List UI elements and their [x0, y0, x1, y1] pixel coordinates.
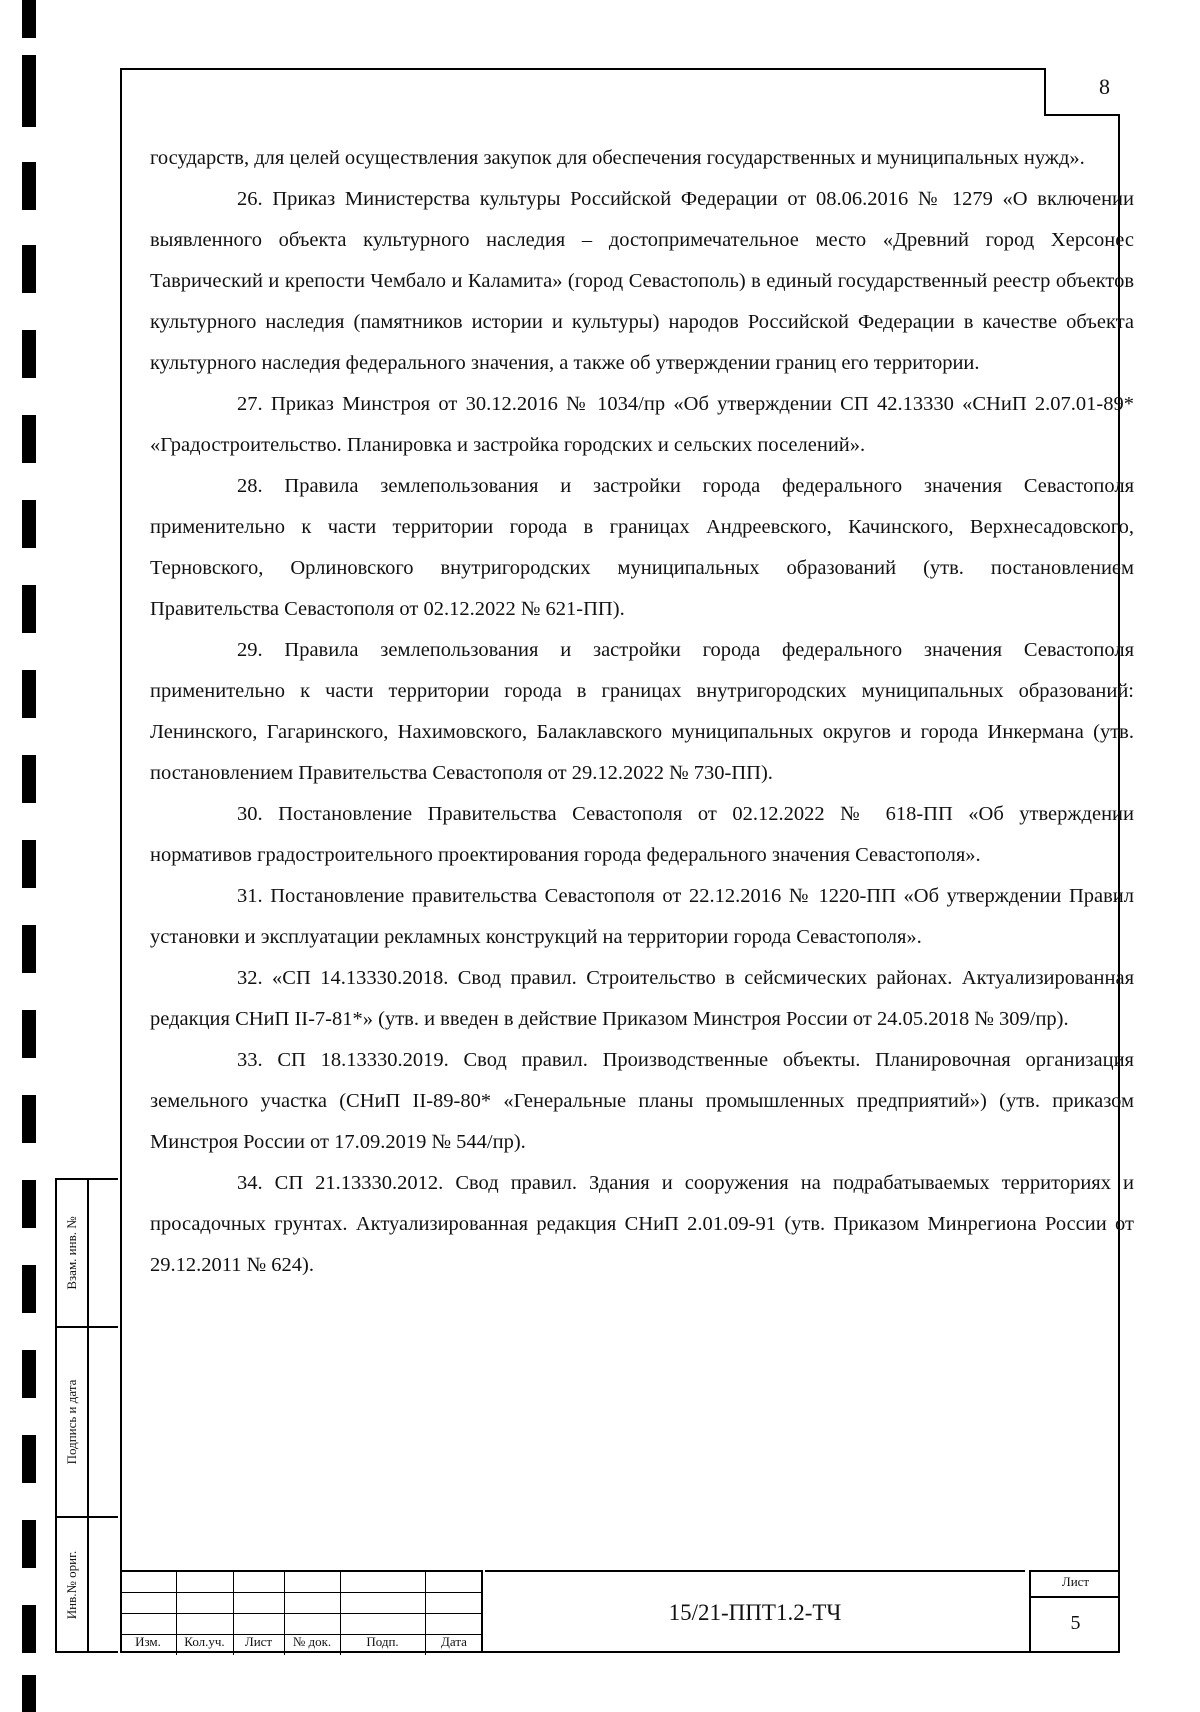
binder-mark [22, 1095, 36, 1143]
binder-mark [22, 0, 36, 38]
paragraph: государств, для целей осуществления закупок для обеспечения государственных и муниципальных нужд». [150, 147, 1085, 169]
binder-mark [22, 415, 36, 463]
stamp-header: Лист [244, 1634, 273, 1649]
stamp-header: Подп. [366, 1634, 399, 1649]
paragraph: 33. СП 18.13330.2019. Свод правил. Производственные объекты. Планировочная организация земельного участка (СНиП II-89-80* «Генеральные планы промышленных предприятий») (утв. приказом Минстроя России от 17.09.2019 № 544/пр). [150, 1049, 1134, 1153]
paragraph: 30. Постановление Правительства Севастополя от 02.12.2022 № 618-ПП «Об утверждении нормативов градостроительного проектирования города федерального значения Севастополя». [150, 803, 1134, 866]
page-frame [120, 68, 1134, 1653]
sheet-label: Лист [1061, 1574, 1090, 1589]
binder-mark [22, 55, 36, 127]
stamp-header: Кол.уч. [184, 1634, 225, 1649]
sheet-box [1029, 1570, 1120, 1653]
stamp-header: Дата [441, 1634, 467, 1649]
page-number-box [1044, 68, 1120, 116]
binder-mark [22, 330, 36, 378]
paragraph: 29. Правила землепользования и застройки города федерального значения Севастополя применительно к части территории города в границах внутригородских муниципальных образований: Ленинского, Гагаринского, Нахимовского, Балаклавского муниципальных округов и города Инкермана (утв. постановлением Правительства Севастополя от 29.12.2022 № 730-ПП). [150, 639, 1134, 784]
paragraph: 26. Приказ Министерства культуры Российской Федерации от 08.06.2016 № 1279 «О включении выявленного объекта культурного наследия – достопримечательное место «Древний город Херсонес Таврический и крепости Чембало и Каламита» (город Севастополь) в единый государственный реестр объектов культурного наследия (памятников истории и культуры) народов Российской Федерации в качестве объекта культурного наследия федерального значения, а также об утверждении границ его территории. [150, 188, 1134, 374]
paragraph: 28. Правила землепользования и застройки города федерального значения Севастополя применительно к части территории города в границах Андреевского, Качинского, Верхнесадовского, Терновского, Орлиновского внутригородских муниципальных образований (утв. постановлением Правительства Севастополя от 02.12.2022 № 621-ПП). [150, 475, 1134, 620]
binder-mark [22, 1180, 36, 1228]
binder-mark [22, 1605, 36, 1653]
binder-mark [22, 1265, 36, 1313]
side-cell-inv [55, 1518, 118, 1653]
binder-mark [22, 585, 36, 633]
binder-mark [22, 840, 36, 888]
binder-mark [22, 755, 36, 803]
side-cell-vzam [55, 1178, 118, 1328]
page-number: 8 [1099, 74, 1110, 99]
paragraph: 32. «СП 14.13330.2018. Свод правил. Строительство в сейсмических районах. Актуализированная редакция СНиП II-7-81*» (утв. и введен в действие Приказом Минстроя России от 24.05.2018 № 309/пр). [150, 967, 1134, 1030]
binder-mark [22, 162, 36, 210]
paragraph: 27. Приказ Минстроя от 30.12.2016 № 1034/пр «Об утверждении СП 42.13330 «СНиП 2.07.01-89* «Градостроительство. Планировка и застройка городских и сельских поселений». [150, 393, 1134, 456]
binder-mark [22, 1010, 36, 1058]
stamp-header: № док. [292, 1634, 332, 1649]
paragraph: 31. Постановление правительства Севастополя от 22.12.2016 № 1220-ПП «Об утверждении Правил установки и эксплуатации рекламных конструкций на территории города Севастополя». [150, 885, 1134, 948]
document-body [150, 138, 1134, 1286]
binder-mark [22, 670, 36, 718]
side-label-vzam: Взам. инв. № [64, 1216, 79, 1290]
title-block [120, 1570, 1120, 1653]
stamp-header: Изм. [135, 1634, 161, 1649]
binder-mark [22, 245, 36, 293]
side-label-inv: Инв.№ ориг. [64, 1550, 79, 1619]
binder-mark [22, 1435, 36, 1483]
document-code: 15/21-ППТ1.2-ТЧ [485, 1570, 1025, 1653]
binder-mark [22, 1520, 36, 1568]
binder-mark [22, 1675, 36, 1712]
side-cell-podpis [55, 1328, 118, 1518]
revision-grid [120, 1570, 483, 1653]
sheet-number: 5 [1070, 1612, 1081, 1634]
paragraph: 34. СП 21.13330.2012. Свод правил. Здания и сооружения на подрабатываемых территориях и просадочных грунтах. Актуализированная редакция СНиП 2.01.09-91 (утв. Приказом Минрегиона России от 29.12.2011 № 624). [150, 1172, 1134, 1276]
binder-mark [22, 925, 36, 973]
binder-mark [22, 1350, 36, 1398]
side-label-podpis: Подпись и дата [64, 1379, 79, 1465]
binder-mark [22, 500, 36, 548]
